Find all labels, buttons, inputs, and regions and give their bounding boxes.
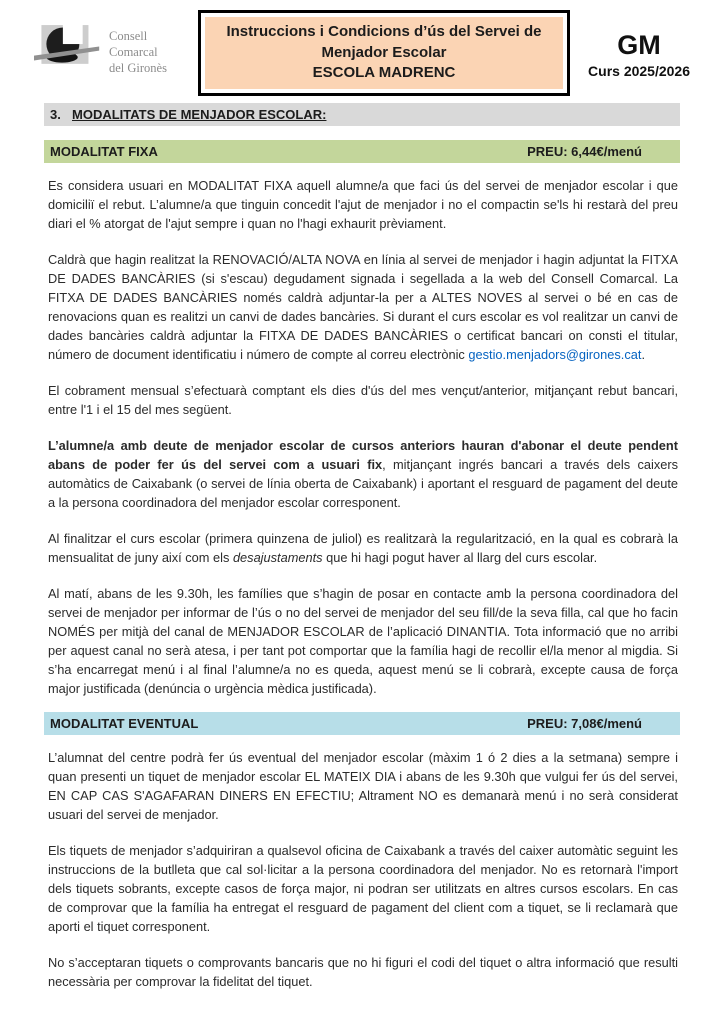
- logo-line-2: Comarcal: [109, 45, 158, 59]
- modalitat-eventual-bar: [44, 712, 680, 735]
- paragraph: [48, 841, 678, 936]
- modalitat-fixa-label: MODALITAT FIXA: [50, 143, 158, 159]
- paragraph: [48, 381, 678, 419]
- course-year: Curs 2025/2026: [588, 63, 690, 79]
- text-run: desajustaments: [232, 549, 323, 565]
- paragraph: [48, 748, 678, 824]
- text-run: que hi hagi pogut haver al llarg del curs escolar.: [322, 549, 598, 565]
- text-run: No s’acceptaran tiquets o comprovants bancaris que no hi figuri el codi del tiquet o altra informació que resulti necessària per comprovar la fidelitat del tiquet.: [48, 954, 678, 989]
- paragraph: [48, 584, 678, 698]
- title-line-2: Menjador Escolar: [321, 43, 447, 61]
- header-right-block: [588, 10, 696, 79]
- consell-comarcal-logo-icon: [34, 20, 100, 78]
- section-heading-bar: [44, 103, 680, 126]
- section-title: MODALITATS DE MENJADOR ESCOLAR:: [72, 106, 327, 122]
- logo-line-1: Consell: [109, 29, 148, 43]
- document-header: [0, 0, 724, 96]
- title-line-3: ESCOLA MADRENC: [312, 64, 456, 81]
- paragraph: [48, 529, 678, 567]
- text-run: Al matí, abans de les 9.30h, les famílies que s’hagin de posar en contacte amb la persona coordinadora del servei de menjador per informar de l’ús o no del servei de menjador del seu fill/de la seva filla, cal que ho facin NOMÉS per mitjà del canal de MENJADOR ESCOLAR de l’aplicació DINANTIA. Tota informació que no arribi per aquest canal no serà atesa, i per tant pot comportar que la família hagi de recollir el/la menor al migdia. Si s’ha encarregat menú i al final l’alumne/a no es queda, aquest menú se li cobrarà, excepte causa de força major justificada (denúncia o urgència mèdica justificada).: [48, 585, 678, 696]
- text-run: Al finalitzar el curs escolar (primera quinzena de juliol) es realitzarà la regularització, en la qual es cobrarà la mensualitat de juny així com els: [48, 530, 678, 565]
- modalitat-eventual-label: MODALITAT EVENTUAL: [50, 715, 199, 731]
- text-run: L’alumne/a amb deute de menjador escolar de cursos anteriors hauran d'abonar el deute pendent abans de poder fer ús del servei com a usuari fix: [48, 437, 678, 472]
- consell-comarcal-logo: [34, 20, 196, 78]
- modalitat-fixa-bar: [44, 140, 680, 163]
- document-code: GM: [617, 30, 661, 60]
- section-number: 3.: [50, 106, 61, 122]
- email-link[interactable]: gestio.menjadors@girones.cat: [468, 346, 642, 362]
- text-run: Es considera usuari en MODALITAT FIXA aquell alumne/a que faci ús del servei de menjador escolar i que domiciliï el rebut. L’alumne/a que tinguin concedit l'ajut de menjador i no el compactin se'ls hi restarà del preu diari el % atorgat de l'ajut sempre i quan no l'hagi exhaurit prèviament.: [48, 177, 678, 231]
- text-run: .: [641, 346, 645, 362]
- title-line-1: Instruccions i Condicions d’ús del Servei de: [226, 23, 542, 40]
- document-title: [205, 17, 563, 89]
- logo-line-3: del Gironès: [109, 61, 167, 75]
- modalitat-fixa-content: [48, 176, 678, 698]
- modalitat-fixa-price: PREU: 6,44€/menú: [527, 143, 642, 159]
- modalitat-eventual-price: PREU: 7,08€/menú: [527, 715, 642, 731]
- text-run: El cobrament mensual s’efectuarà comptant els dies d'ús del mes vençut/anterior, mitjançant rebut bancari, entre l'1 i el 15 del mes següent.: [48, 382, 678, 417]
- text-run: L’alumnat del centre podrà fer ús eventual del menjador escolar (màxim 1 ó 2 dies a la setmana) sempre i quan presenti un tiquet de menjador escolar EL MATEIX DIA i abans de les 9.30h que vulgui fer ús del servei, EN CAP CAS S'AGAFARAN DINERS EN EFECTIU; Altrament NO es demanarà menú i no serà considerat usuari del servei de menjador.: [48, 749, 678, 822]
- logo-wordmark: [109, 28, 167, 78]
- paragraph: [48, 250, 678, 364]
- paragraph: [48, 436, 678, 512]
- text-run: Els tiquets de menjador s’adquiriran a qualsevol oficina de Caixabank a través del caixer automàtic seguint les instruccions de la butlleta que cal sol·licitar a la persona coordinadora del menjador. No es retornarà l'import dels tiquets sobrants, excepte casos de força major, ni podran ser utilitzats en altres cursos escolars. En cas de comprovar que la família ha entregat el resguard de pagament del client com a tiquet, se li reclamarà que aporti el tiquet corresponent.: [48, 842, 678, 934]
- modalitat-eventual-content: [48, 748, 678, 991]
- document-title-box: [198, 10, 570, 96]
- paragraph: [48, 176, 678, 233]
- text-run: , mitjançant ingrés bancari a través dels caixers automàtics de Caixabank (o servei de línia oberta de Caixabank) i aportant el resguard de pagament del deute a la persona coordinadora del menjador escolar corresponent.: [48, 456, 678, 510]
- text-run: Caldrà que hagin realitzat la RENOVACIÓ/ALTA NOVA en línia al servei de menjador i hagin adjuntat la FITXA DE DADES BANCÀRIES (si s'escau) degudament signada i segellada a la web del Consell Comarcal. La FITXA DE DADES BANCÀRIES només caldrà adjuntar-la per a ALTES NOVES al servei o bé en cas de renovacions quan es realitzi un canvi de dades bancàries. Si durant el curs escolar es vol realitzar un canvi de dades bancàries caldrà adjuntar la FITXA DE DADES BANCÀRIES o certificat bancari on consti el titular, número de document identificatiu i número de compte al correu electrònic: [48, 251, 678, 362]
- paragraph: [48, 953, 678, 991]
